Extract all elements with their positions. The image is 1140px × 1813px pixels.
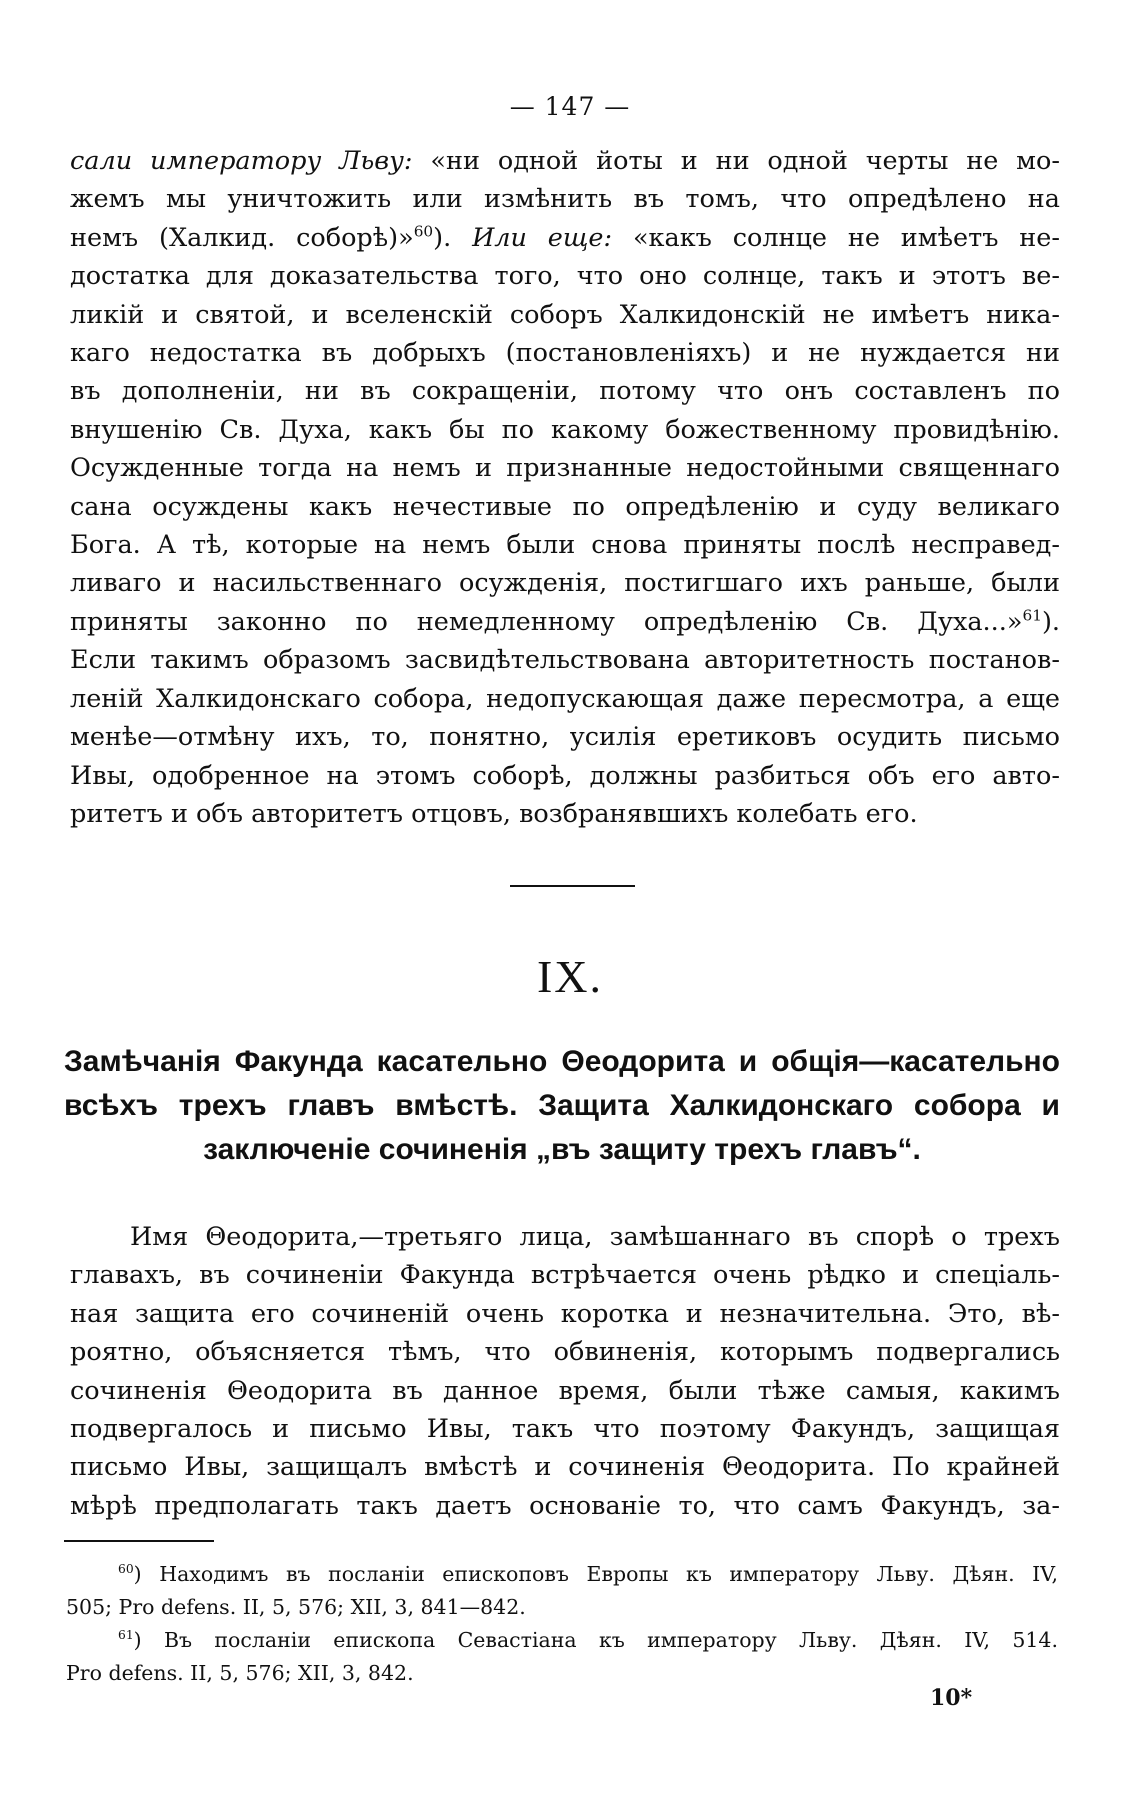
footnotes — [66, 1558, 1058, 1690]
text-line: мѣрѣ предполагать такъ даетъ основаніе то, что самъ Факундъ, за- — [70, 1490, 1060, 1521]
text-line: Осужденные тогда на немъ и признанные недостойными священнаго — [70, 453, 1060, 484]
footnote-text: ) Находимъ въ посланіи епископовъ Европы къ императору Льву. Дѣян. IV, — [133, 1562, 1058, 1586]
italic-text: сали императору Льву: — [70, 146, 413, 176]
text-line: письмо Ивы, защищалъ вмѣстѣ и сочиненія Θеодорита. По крайней — [70, 1452, 1060, 1483]
chapter-heading — [64, 1040, 1060, 1172]
text-line: роятно, объясняется тѣмъ, что обвиненія, которымъ подвергались — [70, 1337, 1060, 1368]
text-line: жемъ мы уничтожить или измѣнить въ томъ, что опредѣлено на — [70, 184, 1060, 215]
heading-line: Замѣчанія Факунда касательно Θеодорита и общія—касательно — [64, 1045, 1060, 1078]
text-span: приняты законно по немедленному опредѣленію Св. Духа...» — [70, 606, 1023, 637]
text-span: немъ (Халкид. соборѣ)» — [70, 222, 414, 253]
footnote-ref-60: 60 — [413, 222, 434, 241]
text-line: подвергалось и письмо Ивы, такъ что поэтому Факундъ, защищая — [70, 1414, 1060, 1445]
text-line: въ дополненіи, ни въ сокращеніи, потому что онъ составленъ по — [70, 376, 1060, 407]
text-line: ритетъ и объ авторитетъ отцовъ, возбранявшихъ колебать его. — [70, 798, 918, 829]
text-line: сана осуждены какъ нечестивые по опредѣленію и суду великаго — [70, 491, 1060, 522]
footnote-mark: 60 — [118, 1562, 134, 1577]
text-line: ливаго и насильственнаго осужденія, постигшаго ихъ раньше, были — [70, 568, 1060, 599]
text-line: каго недостатка въ добрыхъ (постановленіяхъ) и не нуждается ни — [70, 338, 1060, 369]
paragraph-theodoret — [70, 1218, 1060, 1525]
text-line: ная защита его сочиненій очень коротка и незначительна. Это, вѣ- — [70, 1298, 1060, 1329]
text-line: Если такимъ образомъ засвидѣтельствована авторитетность постанов- — [70, 645, 1060, 676]
footnote-60 — [66, 1558, 1058, 1591]
text-line: достатка для доказательства того, что оно солнце, такъ и этотъ ве- — [70, 261, 1060, 292]
heading-line: заключеніе сочиненія „въ защиту трехъ главъ“. — [203, 1133, 921, 1166]
text-line — [70, 142, 1060, 180]
text-span: ). — [433, 222, 452, 253]
footnote-61 — [66, 1624, 1058, 1657]
text-span: ). — [1041, 606, 1060, 637]
chapter-number: IX. — [536, 951, 604, 1002]
text-span: «ни одной йоты и ни одной черты не мо- — [412, 146, 1060, 176]
text-line: Бога. А тѣ, которые на немъ были снова приняты послѣ несправед- — [70, 530, 1060, 561]
text-span: «какъ солнце не имѣетъ не- — [612, 222, 1060, 253]
text-line: сочиненія Θеодорита въ данное время, были тѣже самыя, какимъ — [70, 1375, 1060, 1406]
footnote-divider — [64, 1540, 214, 1542]
page-number: — 147 — — [509, 92, 631, 121]
footnote-60-cont: 505; Pro defens. II, 5, 576; XII, 3, 841—842. — [66, 1595, 526, 1619]
footnote-text: ) Въ посланіи епископа Севастіана къ императору Льву. Дѣян. IV, 514. — [133, 1628, 1058, 1652]
text-line — [70, 219, 1060, 257]
text-line: внушенію Св. Духа, какъ бы по какому божественному провидѣнію. — [70, 414, 1060, 445]
footnote-61-cont: Pro defens. II, 5, 576; XII, 3, 842. — [66, 1661, 414, 1685]
italic-text: Или еще: — [451, 222, 613, 253]
text-line — [70, 603, 1060, 641]
footnote-ref-61: 61 — [1022, 606, 1042, 625]
text-line: главахъ, въ сочиненіи Факунда встрѣчается очень рѣдко и спеціаль- — [70, 1260, 1060, 1291]
text-line: Имя Θеодорита,—третьяго лица, замѣшаннаго въ спорѣ о трехъ — [130, 1222, 1060, 1252]
printer-signature: 10* — [930, 1685, 973, 1711]
text-line: леній Халкидонскаго собора, недопускающая даже пересмотра, а еще — [70, 683, 1060, 714]
text-line: ликій и святой, и вселенскій соборъ Халкидонскій не имѣетъ ника- — [70, 299, 1060, 330]
text-line: менѣе—отмѣну ихъ, то, понятно, усилія еретиковъ осудить письмо — [70, 722, 1060, 753]
heading-line: всѣхъ трехъ главъ вмѣстѣ. Защита Халкидонскаго собора и — [64, 1089, 1060, 1122]
paragraph-continuation — [70, 142, 1060, 833]
footnote-mark: 61 — [118, 1628, 134, 1643]
text-line: Ивы, одобренное на этомъ соборѣ, должны разбиться объ его авто- — [70, 760, 1060, 791]
section-divider — [510, 885, 635, 887]
